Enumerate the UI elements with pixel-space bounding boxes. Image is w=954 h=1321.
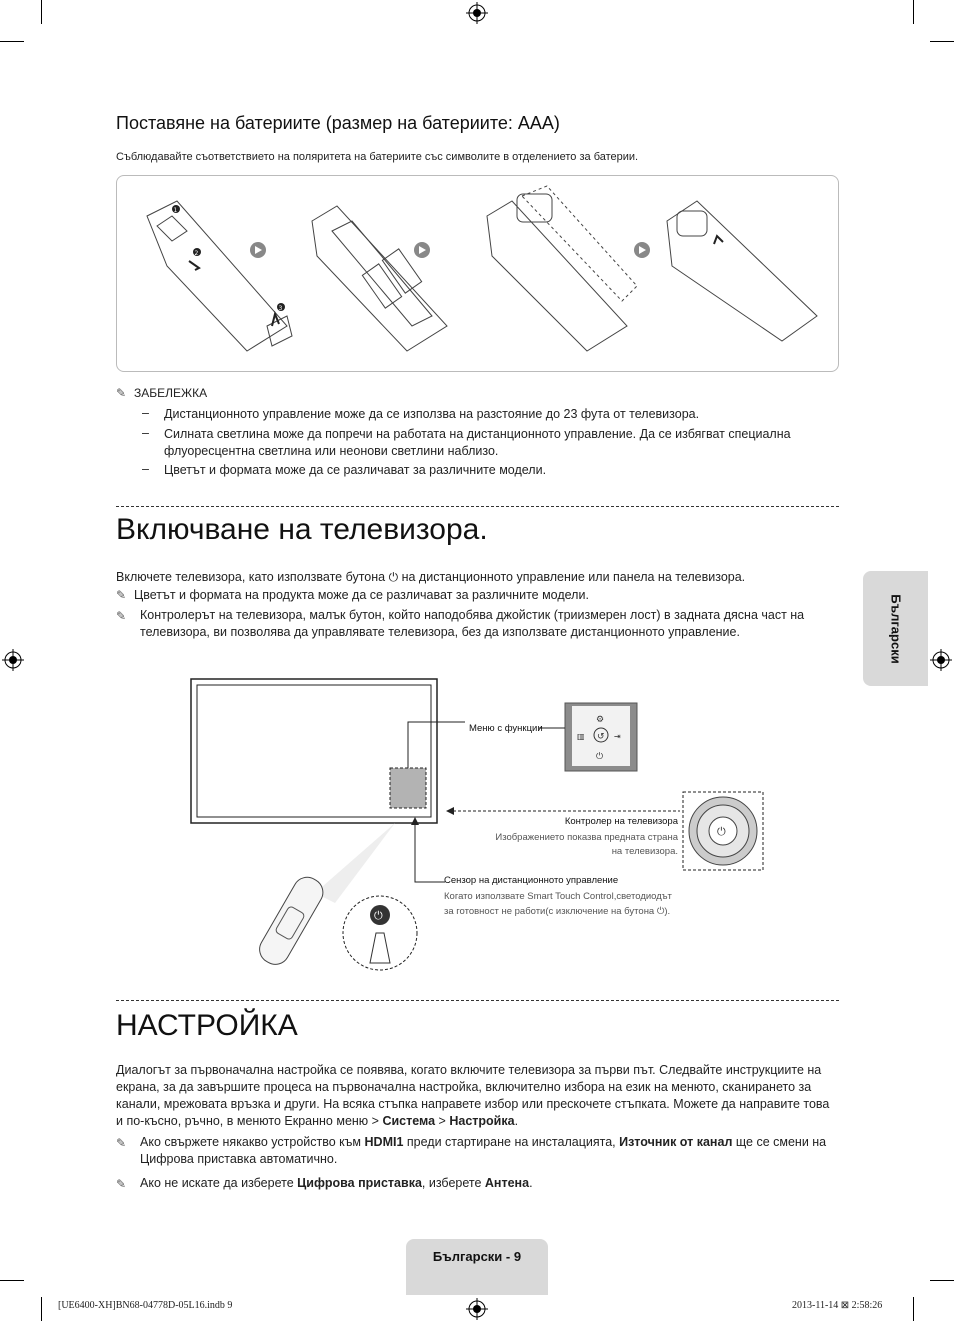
note-pencil-icon: ✎: [116, 609, 127, 623]
note-label: ЗАБЕЛЕЖКА: [134, 386, 208, 400]
power-note: Контролерът на телевизора, малък бутон, който наподобява джойстик (триизмерен лост) в задната дясна част на телевизора, ви позволява да управлявате телевизора, без да използвате дистанционното управление.: [140, 608, 805, 639]
crop-mark: [913, 1297, 914, 1321]
crop-mark: [913, 0, 914, 24]
setup-note: Ако свържете някакво устройство към HDMI1 преди стартиране на инсталацията, Източник от канал ще се смени на Цифрова приставка автоматично.: [140, 1135, 827, 1166]
page-number-tab: [406, 1239, 548, 1295]
battery-intro: Съблюдавайте съответствието на поляритета на батериите със символите в отделението за батерии.: [116, 151, 639, 163]
controller-label: Контролер на телевизора: [564, 816, 678, 827]
registration-mark-icon: [930, 649, 952, 671]
power-intro: Включете телевизора, като използвате бутона ⏻ на дистанционното управление или панела на телевизора.: [116, 570, 746, 584]
crop-mark: [0, 1280, 24, 1281]
svg-text:⇥: ⇥: [614, 732, 621, 741]
registration-mark-icon: [466, 1298, 488, 1320]
setup-note: Ако не искате да изберете Цифрова приставка, изберете Антена.: [140, 1176, 533, 1190]
svg-text:⏻: ⏻: [717, 825, 726, 838]
power-note: Цветът и формата на продукта може да се различават за различните модели.: [134, 588, 589, 602]
registration-mark-icon: [466, 2, 488, 24]
note-pencil-icon: ✎: [116, 1177, 127, 1191]
print-date-info: 2013-11-14 ⊠ 2:58:26: [792, 1300, 883, 1311]
battery-title: Поставяне на батериите (размер на батериите: AAA): [116, 113, 560, 133]
crop-mark: [930, 41, 954, 42]
note-item: Цветът и формата може да се различават за различните модели.: [164, 463, 547, 477]
step-marker: 2: [194, 250, 199, 257]
sensor-label: Сензор на дистанционното управление: [444, 875, 619, 886]
menu-label: Меню с функции: [469, 723, 543, 734]
controller-desc: Изображението показва предната страна: [495, 832, 678, 843]
note-pencil-icon: ✎: [116, 588, 127, 602]
battery-illustration: [116, 175, 839, 372]
step-marker: 1: [173, 207, 178, 214]
step-marker: 3: [278, 305, 283, 312]
dash-bullet: –: [142, 406, 149, 420]
crop-mark: [930, 1280, 954, 1281]
controller-desc: на телевизора.: [611, 846, 678, 857]
power-title: Включване на телевизора.: [116, 513, 488, 546]
setup-paragraph: Диалогът за първоначална настройка се появява, когато включите телевизора за първи път. Следвайте инструкциите на екрана, за да завършите процеса на първоначална настройка, включително избора на език на менюто, сканирането за канали, мрежовата връзка и други. На всяка стъпка направете избор или прескочете стъпката. Можете да направите това и по-късно, ръчно, в менюто Екранно меню > Система > Настройка.: [116, 1063, 830, 1128]
crop-mark: [41, 1297, 42, 1321]
language-side-tab: Български: [863, 571, 928, 686]
crop-mark: [41, 0, 42, 24]
dash-bullet: –: [142, 462, 149, 476]
svg-text:⚙: ⚙: [596, 715, 605, 725]
page-number: Български - 9: [432, 1249, 522, 1264]
section-divider: [116, 1000, 839, 1001]
section-divider: [116, 506, 839, 507]
dash-bullet: –: [142, 426, 149, 440]
setup-title: НАСТРОЙКА: [116, 1009, 298, 1042]
registration-mark-icon: [2, 649, 24, 671]
note-item: Дистанционното управление може да се използва на разстояние до 23 фута от телевизора.: [164, 407, 700, 421]
svg-text:↺: ↺: [597, 732, 605, 742]
svg-text:⏻: ⏻: [596, 752, 604, 762]
note-pencil-icon: ✎: [116, 1136, 127, 1150]
print-file-info: [UE6400-XH]BN68-04778D-05L16.indb 9: [58, 1300, 233, 1311]
power-icon: ⏻: [388, 570, 399, 584]
sensor-desc: Когато използвате Smart Touch Control,светодиодът: [444, 891, 672, 902]
note-pencil-icon: ✎: [116, 386, 127, 400]
crop-mark: [0, 41, 24, 42]
battery-steps-illustration: [117, 176, 838, 371]
power-icon: ⏻: [656, 906, 665, 917]
svg-text:▥: ▥: [577, 732, 585, 741]
sensor-desc: за готовност не работи(с изключение на бутона ⏻).: [444, 906, 671, 917]
note-item: Силната светлина може да попречи на работата на дистанционното управление. Да се избягват специална флуоресцентна светлина или неонови светлини наблизо.: [164, 427, 791, 458]
svg-text:⏻: ⏻: [374, 909, 383, 922]
